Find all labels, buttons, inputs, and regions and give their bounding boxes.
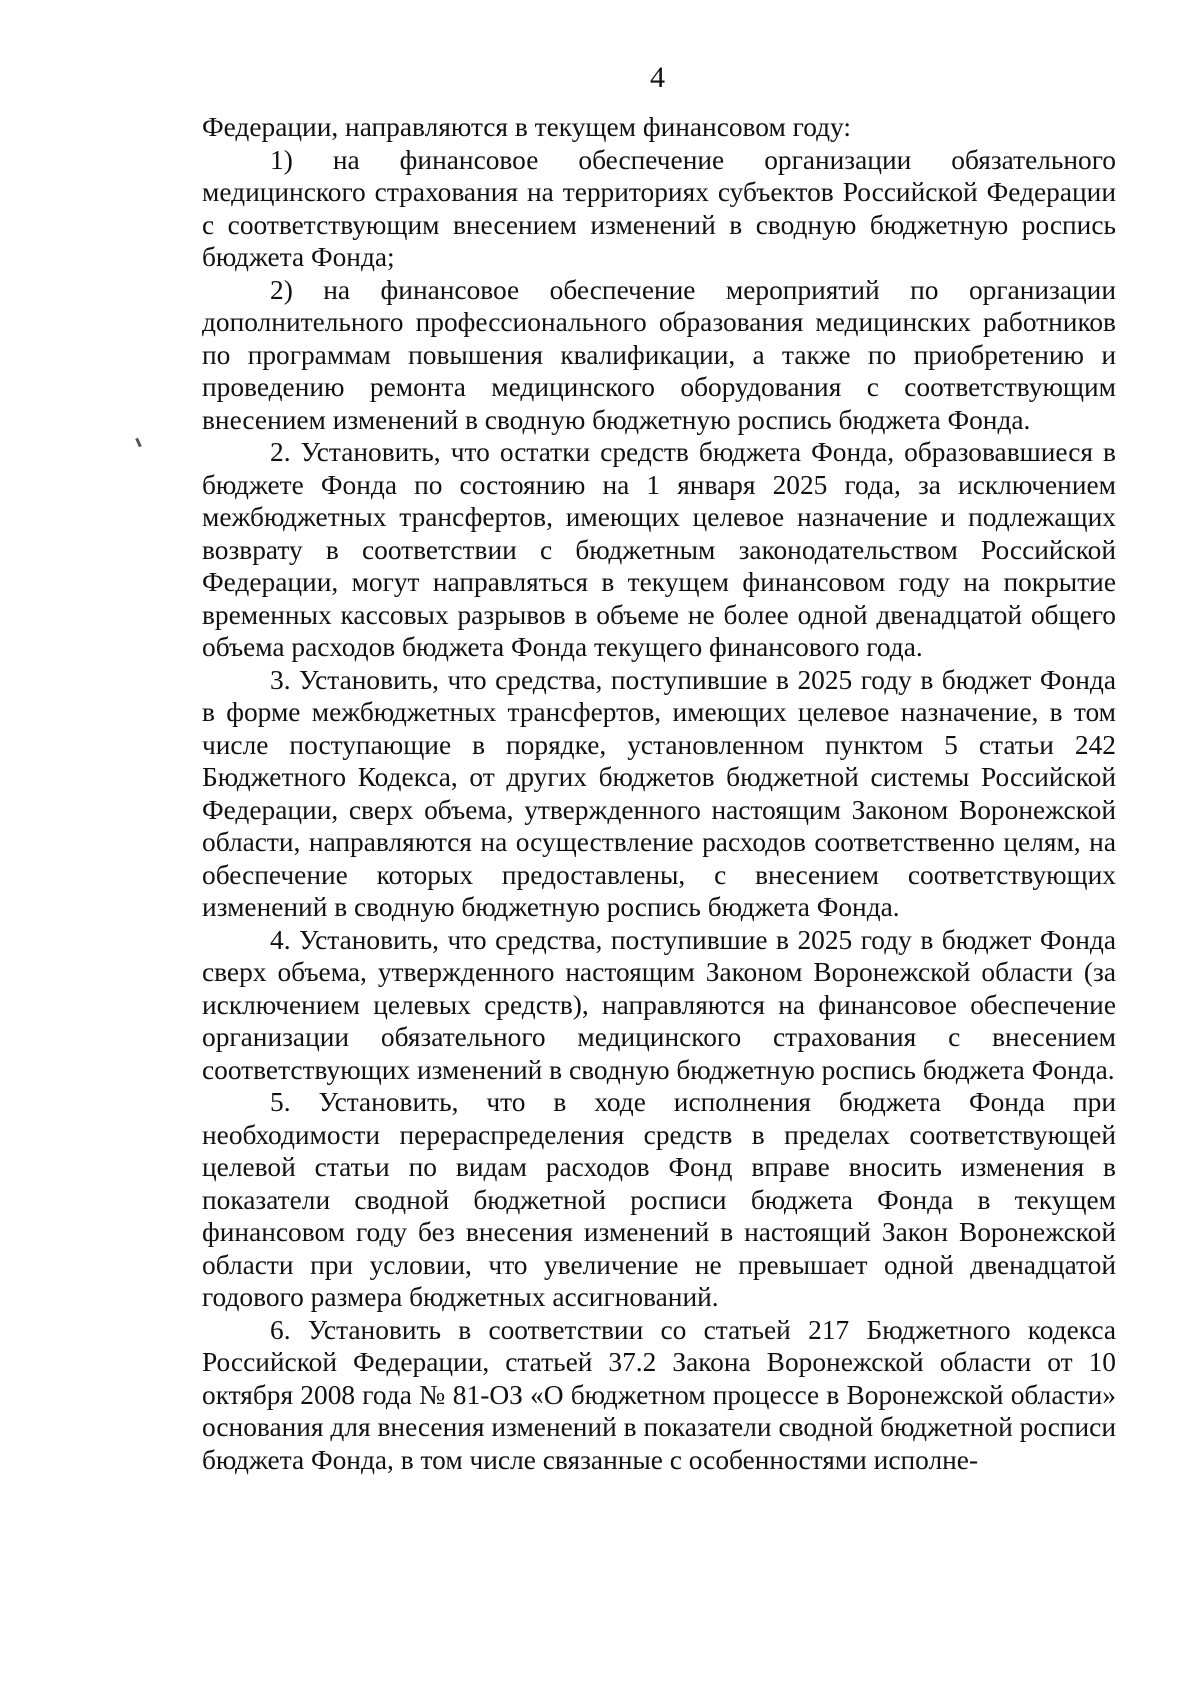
paragraph-item-6: 6. Установить в соответствии со статьей 217 Бюджетного кодекса Российской Федерации, статьей 37.2 Закона Воронежской области от 10 октября 2008 года № 81-ОЗ «О бюджетном процессе в Воронежской области» основания для внесения изменений в показатели сводной бюджетной росписи бюджета Фонда, в том числе связанные с особенностями исполне- (202, 1314, 1116, 1475)
document-body (202, 111, 1116, 1476)
paragraph-item-3: 3. Установить, что средства, поступившие в 2025 году в бюджет Фонда в форме межбюджетных трансфертов, имеющих целевое назначение, в том числе поступающие в порядке, установленном пунктом 5 статьи 242 Бюджетного Кодекса, от других бюджетов бюджетной системы Российской Федерации, сверх объема, утвержденного настоящим Законом Воронежской области, направляются на осуществление расходов соответственно целям, на обеспечение которых предоставлены, с внесением соответствующих изменений в сводную бюджетную роспись бюджета Фонда. (202, 664, 1116, 922)
paragraph-item-2: 2. Установить, что остатки средств бюджета Фонда, образовавшиеся в бюджете Фонда по состоянию на 1 января 2025 года, за исключением межбюджетных трансфертов, имеющих целевое назначение и подлежащих возврату в соответствии с бюджетным законодательством Российской Федерации, могут направляться в текущем финансовом году на покрытие временных кассовых разрывов в объеме не более одной двенадцатой общего объема расходов бюджета Фонда текущего финансового года. (202, 437, 1116, 662)
scan-artifact-mark (135, 438, 142, 447)
paragraph-intro: Федерации, направляются в текущем финансовом году: (202, 112, 851, 142)
page-number: 4 (650, 61, 665, 94)
paragraph-sub-1: 1) на финансовое обеспечение организации обязательного медицинского страхования на территориях субъектов Российской Федерации с соответствующим внесением изменений в сводную бюджетную роспись бюджета Фонда; (202, 144, 1116, 272)
paragraph-item-5: 5. Установить, что в ходе исполнения бюджета Фонда при необходимости перераспределения средств в пределах соответствующей целевой статьи по видам расходов Фонд вправе вносить изменения в показатели сводной бюджетной росписи бюджета Фонда в текущем финансовом году без внесения изменений в настоящий Закон Воронежской области при условии, что увеличение не превышает одной двенадцатой годового размера бюджетных ассигнований. (202, 1087, 1116, 1312)
paragraph-item-4: 4. Установить, что средства, поступившие в 2025 году в бюджет Фонда сверх объема, утвержденного настоящим Законом Воронежской области (за исключением целевых средств), направляются на финансовое обеспечение организации обязательного медицинского страхования с внесением соответствующих изменений в сводную бюджетную роспись бюджета Фонда. (202, 924, 1116, 1085)
paragraph-sub-2: 2) на финансовое обеспечение мероприятий по организации дополнительного профессионального образования медицинских работников по программам повышения квалификации, а также по приобретению и проведению ремонта медицинского оборудования с соответствующим внесением изменений в сводную бюджетную роспись бюджета Фонда. (202, 274, 1116, 435)
